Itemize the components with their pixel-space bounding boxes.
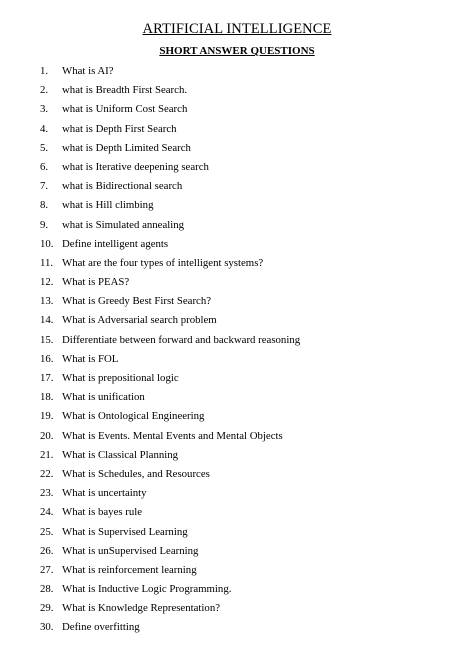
question-text: What are the four types of intelligent systems? (62, 256, 264, 269)
list-item (0, 371, 474, 390)
question-number: 1. (40, 65, 49, 77)
list-item (0, 448, 474, 467)
question-text: what is Bidirectional search (62, 180, 183, 193)
page-title: ARTIFICIAL INTELLIGENCE (142, 21, 332, 37)
list-item (0, 467, 474, 486)
list-item (0, 505, 474, 524)
question-number: 10. (40, 237, 54, 250)
question-text: What is Classical Planning (62, 448, 179, 461)
question-text: Define overfitting (62, 621, 140, 634)
list-item (0, 179, 474, 198)
question-text: what is Depth First Search (62, 122, 177, 135)
question-number: 6. (40, 160, 49, 173)
question-number: 7. (40, 180, 49, 193)
question-text: What is Events. Mental Events and Mental Objects (62, 429, 283, 442)
question-number: 25. (40, 525, 54, 538)
list-item (0, 409, 474, 428)
list-item (0, 620, 474, 639)
question-text: What is FOL (62, 352, 119, 365)
question-text: What is PEAS? (62, 276, 130, 289)
question-text: What is Supervised Learning (62, 525, 188, 538)
question-text: What is reinforcement learning (62, 563, 197, 576)
list-item (0, 218, 474, 237)
list-item (0, 237, 474, 256)
question-text: Differentiate between forward and backward reasoning (62, 333, 301, 346)
question-text: What is Greedy Best First Search? (62, 295, 212, 308)
list-item (0, 275, 474, 294)
question-number: 17. (40, 372, 54, 384)
question-number: 18. (40, 391, 54, 404)
question-number: 21. (40, 448, 54, 461)
list-item (0, 525, 474, 544)
question-text: What is Schedules, and Resources (62, 467, 210, 480)
list-item (0, 64, 474, 83)
question-text: what is Uniform Cost Search (62, 103, 188, 116)
list-item (0, 160, 474, 179)
question-list (0, 64, 474, 640)
question-number: 23. (40, 487, 54, 500)
question-number: 26. (40, 544, 54, 557)
page-subtitle: SHORT ANSWER QUESTIONS (159, 45, 315, 57)
question-text: what is Hill climbing (62, 199, 154, 212)
question-number: 13. (40, 295, 54, 308)
list-item (0, 429, 474, 448)
question-number: 3. (40, 103, 49, 116)
question-text: What is Ontological Engineering (62, 410, 205, 423)
question-number: 16. (40, 352, 54, 365)
list-item (0, 141, 474, 160)
question-number: 5. (40, 141, 49, 154)
list-item (0, 102, 474, 121)
question-text: What is unification (62, 391, 145, 404)
list-item (0, 352, 474, 371)
question-text: What is prepositional logic (62, 372, 179, 384)
question-text: what is Simulated annealing (62, 218, 185, 231)
question-number: 20. (40, 429, 54, 442)
question-text: What is AI? (62, 65, 114, 77)
list-item (0, 294, 474, 313)
question-number: 4. (40, 122, 49, 135)
question-text: Define intelligent agents (62, 237, 169, 250)
question-text: what is Depth Limited Search (62, 141, 191, 154)
question-text: What is unSupervised Learning (62, 544, 199, 557)
question-number: 22. (40, 467, 54, 480)
list-item (0, 122, 474, 141)
question-text: what is Iterative deepening search (62, 160, 209, 173)
question-text: what is Breadth First Search. (62, 84, 188, 97)
question-number: 24. (40, 506, 54, 519)
list-item (0, 198, 474, 217)
list-item (0, 313, 474, 332)
list-item (0, 83, 474, 102)
question-number: 29. (40, 602, 54, 615)
question-number: 11. (40, 256, 54, 269)
question-number: 2. (40, 84, 49, 97)
question-number: 28. (40, 583, 54, 596)
question-number: 8. (40, 199, 49, 212)
question-text: What is bayes rule (62, 506, 143, 519)
question-text: What is uncertainty (62, 487, 147, 500)
list-item (0, 256, 474, 275)
question-number: 15. (40, 333, 54, 346)
question-number: 9. (40, 218, 49, 231)
list-item (0, 563, 474, 582)
question-text: What is Knowledge Representation? (62, 602, 221, 615)
question-text: What is Adversarial search problem (62, 314, 217, 327)
question-number: 14. (40, 314, 54, 327)
question-number: 19. (40, 410, 54, 423)
list-item (0, 486, 474, 505)
list-item (0, 390, 474, 409)
question-number: 27. (40, 563, 54, 576)
list-item (0, 601, 474, 620)
list-item (0, 582, 474, 601)
list-item (0, 544, 474, 563)
question-text: What is Inductive Logic Programming. (62, 583, 232, 596)
question-number: 12. (40, 276, 54, 289)
list-item (0, 333, 474, 352)
question-number: 30. (40, 621, 54, 634)
